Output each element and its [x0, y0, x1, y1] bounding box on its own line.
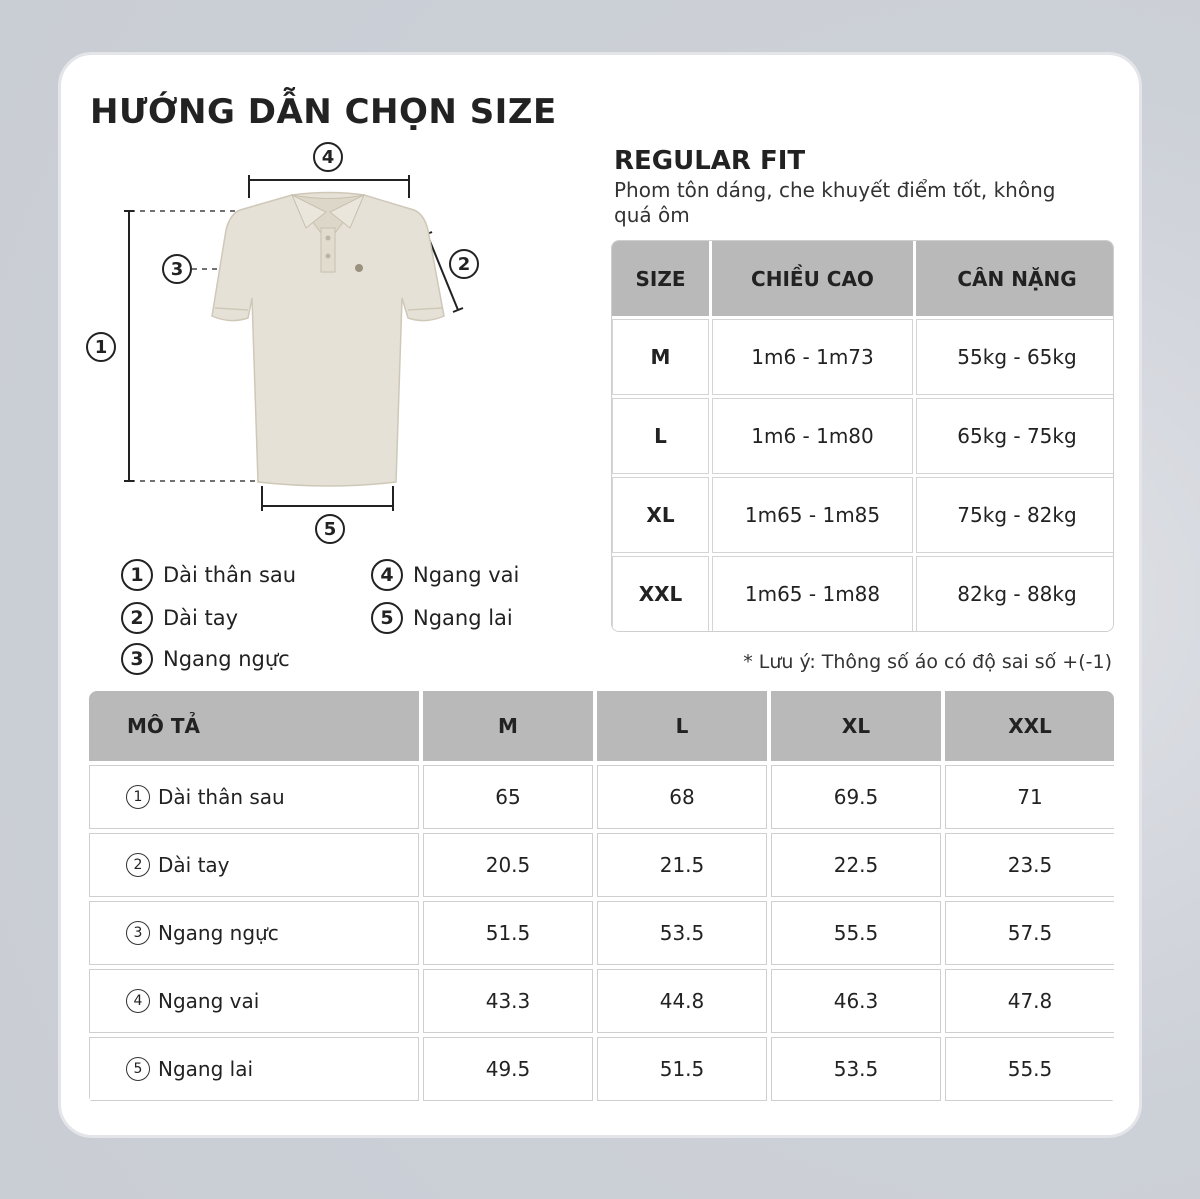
legend-label: Dài thân sau: [163, 563, 297, 587]
size-column-header: L: [597, 691, 767, 761]
number-icon: 5: [126, 1057, 150, 1081]
size-column-header: XL: [771, 691, 941, 761]
diagram-label-4: 4: [313, 142, 343, 172]
diagram-label-2: 2: [449, 249, 479, 279]
height-cell: 1m6 - 1m73: [712, 319, 913, 395]
diagram-label-1: 1: [86, 332, 116, 362]
legend-item-5: [371, 602, 513, 634]
size-table: [611, 240, 1114, 632]
value-cell: 47.8: [945, 969, 1114, 1033]
row-label-text: Dài tay: [158, 853, 230, 877]
polo-shirt-illustration: [80, 138, 500, 548]
value-cell: 46.3: [771, 969, 941, 1033]
legend-item-4: [371, 559, 519, 591]
weight-cell: 75kg - 82kg: [916, 477, 1114, 553]
row-label: [89, 1037, 419, 1101]
row-label: [89, 833, 419, 897]
height-cell: 1m65 - 1m85: [712, 477, 913, 553]
measurement-table: [89, 691, 1114, 1104]
fit-description: Phom tôn dáng, che khuyết điểm tốt, không quá ôm: [614, 178, 1056, 227]
size-cell: XL: [612, 477, 709, 553]
legend-item-3: [121, 643, 290, 675]
value-cell: 49.5: [423, 1037, 593, 1101]
size-column-header: XXL: [945, 691, 1114, 761]
value-cell: 53.5: [597, 901, 767, 965]
description-header: MÔ TẢ: [89, 691, 419, 761]
legend-item-2: [121, 602, 238, 634]
weight-header: CÂN NẶNG: [916, 241, 1114, 316]
size-header: SIZE: [612, 241, 709, 316]
value-cell: 65: [423, 765, 593, 829]
row-label-text: Ngang lai: [158, 1057, 254, 1081]
number-icon: 4: [371, 559, 403, 591]
row-label-text: Ngang ngực: [158, 921, 279, 945]
size-cell: L: [612, 398, 709, 474]
row-label-text: Ngang vai: [158, 989, 260, 1013]
tolerance-note: * Lưu ý: Thông số áo có độ sai số +(-1): [743, 651, 1112, 673]
number-icon: 1: [126, 785, 150, 809]
row-label: [89, 969, 419, 1033]
value-cell: 71: [945, 765, 1114, 829]
value-cell: 44.8: [597, 969, 767, 1033]
value-cell: 23.5: [945, 833, 1114, 897]
value-cell: 53.5: [771, 1037, 941, 1101]
size-cell: XXL: [612, 556, 709, 632]
diagram-label-3: 3: [162, 254, 192, 284]
value-cell: 21.5: [597, 833, 767, 897]
value-cell: 57.5: [945, 901, 1114, 965]
value-cell: 20.5: [423, 833, 593, 897]
height-cell: 1m6 - 1m80: [712, 398, 913, 474]
legend-label: Ngang lai: [413, 606, 513, 630]
row-label: [89, 901, 419, 965]
height-header: CHIỀU CAO: [712, 241, 913, 316]
number-icon: 3: [126, 921, 150, 945]
value-cell: 51.5: [423, 901, 593, 965]
fit-title: REGULAR FIT: [614, 146, 806, 176]
value-cell: 51.5: [597, 1037, 767, 1101]
legend-label: Ngang ngực: [163, 647, 290, 671]
number-icon: 2: [126, 853, 150, 877]
number-icon: 3: [121, 643, 153, 675]
number-icon: 2: [121, 602, 153, 634]
value-cell: 55.5: [945, 1037, 1114, 1101]
legend-label: Dài tay: [163, 606, 239, 630]
page-title: HƯỚNG DẪN CHỌN SIZE: [90, 92, 557, 132]
legend-label: Ngang vai: [413, 563, 520, 587]
height-cell: 1m65 - 1m88: [712, 556, 913, 632]
size-cell: M: [612, 319, 709, 395]
row-label: [89, 765, 419, 829]
value-cell: 69.5: [771, 765, 941, 829]
legend-item-1: [121, 559, 296, 591]
shirt-diagram: [80, 138, 500, 548]
weight-cell: 55kg - 65kg: [916, 319, 1114, 395]
value-cell: 55.5: [771, 901, 941, 965]
value-cell: 22.5: [771, 833, 941, 897]
weight-cell: 82kg - 88kg: [916, 556, 1114, 632]
value-cell: 68: [597, 765, 767, 829]
weight-cell: 65kg - 75kg: [916, 398, 1114, 474]
size-column-header: M: [423, 691, 593, 761]
number-icon: 5: [371, 602, 403, 634]
diagram-label-5: 5: [315, 514, 345, 544]
number-icon: 4: [126, 989, 150, 1013]
number-icon: 1: [121, 559, 153, 591]
value-cell: 43.3: [423, 969, 593, 1033]
row-label-text: Dài thân sau: [158, 785, 285, 809]
